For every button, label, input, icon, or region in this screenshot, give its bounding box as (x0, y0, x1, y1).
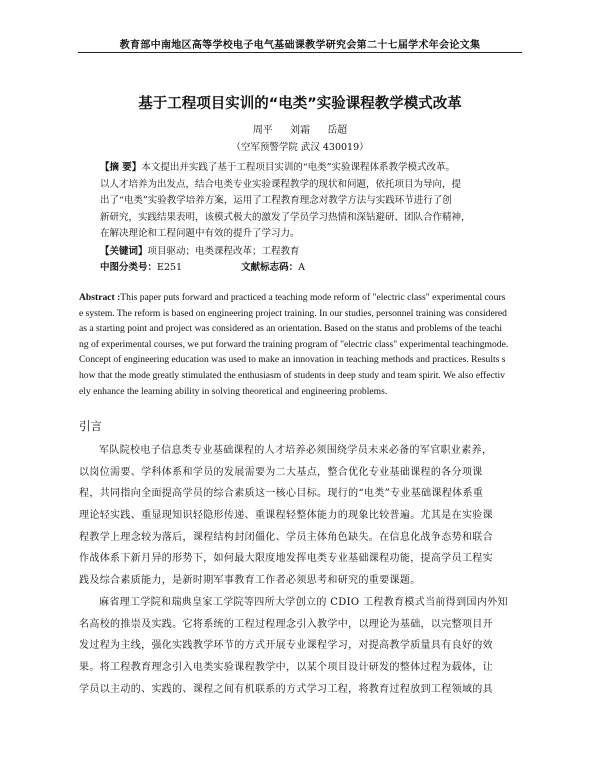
english-abstract (79, 290, 529, 399)
paper-metadata (100, 244, 520, 276)
body-line: 发过程为主线，强化实践教学环节的方式开展专业课程学习，对提高教学质量具有良好的效 (79, 640, 493, 652)
body-line: 名高校的推崇及实践。它将系统的工程过程理念引入教学中，以理论为基础，以完整项目开 (79, 618, 493, 630)
keywords-text: 项目驱动；电类课程改革；工程教育 (147, 246, 300, 257)
body-line: 作战体系下新月异的形势下，如何最大限度地发挥电类专业基础课程功能，提高学员工程实 (79, 553, 493, 565)
document-code-label: 文献标志码： (241, 262, 299, 273)
running-header: 教育部中南地区高等学校电子电气基础课教学研究会第二十七届学术年会论文集 (119, 40, 481, 51)
body-text (79, 440, 529, 700)
abstract-text: 本文提出并实践了基于工程项目实训的“电类”实验课程体系教学模式改革。 (141, 162, 456, 173)
abstract-line: Concept of engineering education was used to make an innovation in teaching methods and practices. Results s (79, 354, 506, 366)
author-name: 周平 (252, 125, 273, 136)
abstract-line: ng of experimental courses, we put forward the training program of "electric class" experimental teachingmode. (79, 338, 509, 350)
body-line: 程教学上理念较为落后，课程结构封闭僵化、学员主体角色缺失。在信息化战争态势和联合 (79, 531, 493, 543)
body-line: 程，共同指向全面提高学员的综合素质这一核心目标。现行的“电类”专业基础课程体系重 (79, 488, 484, 500)
abstract-line: 以人才培养为出发点，结合电类专业实验课程教学的现状和问题，依托项目为导向，提 (100, 178, 462, 190)
body-line: 理论轻实践、重显现知识轻隐形传递、重课程轻整体能力的现象比较普遍。尤其是在实验课 (79, 510, 493, 522)
document-code (241, 260, 305, 276)
keywords-row (100, 244, 520, 260)
classification-value: E251 (157, 262, 183, 273)
classification-label: 中图分类号： (100, 262, 158, 273)
abstract-line: e system. The reform is based on engineering project training. In our studies, personnel training was considered (79, 307, 507, 319)
abstract-text: This paper puts forward and practiced a teaching mode reform of "electric class" experimental cours (120, 292, 506, 303)
author-name: 岳超 (327, 125, 348, 136)
section-heading: 引言 (79, 419, 102, 433)
chinese-abstract (100, 160, 520, 243)
affiliation: （空军预警学院 武汉 430019） (231, 142, 369, 153)
paper-title: 基于工程项目实训的“电类”实验课程教学模式改革 (138, 96, 462, 112)
abstract-label: Abstract : (79, 292, 121, 303)
body-line: 军队院校电子信息类专业基础课程的人才培养必须围绕学员未来必备的军官职业素养， (99, 445, 493, 456)
abstract-line: ely enhance the learning ability in solving theoretical and engineering problems. (79, 385, 388, 397)
abstract-line: 新研究，实践结果表明，该模式极大的激发了学员学习热情和深钻避研、团队合作精神， (100, 211, 471, 223)
body-line: 麻省理工学院和瑞典皇家工学院等四所大学创立的 CDIO 工程教育模式当前得到国内外知 (99, 596, 508, 608)
abstract-line: 在解决理论和工程问题中有效的提升了学习力。 (100, 228, 300, 240)
abstract-line: 出了“电类”实验教学培养方案，运用了工程教育理念对教学方法与实践环节进行了创 (100, 195, 452, 207)
classification-row (100, 260, 520, 276)
keywords-label: 【关键词】 (100, 246, 148, 257)
abstract-line: as a starting point and project was considered as an orientation. Based on the status and problems of the teachi (79, 323, 503, 335)
document-code-value: A (298, 262, 306, 273)
author-list (0, 121, 600, 136)
body-line: 学员以主动的、实践的、课程之间有机联系的方式学习工程，将教育过程放到工程领域的具 (79, 683, 493, 695)
body-line: 践及综合素质能力，是新时期军事教育工作者必须思考和研究的重要课题。 (79, 575, 421, 587)
abstract-line (100, 160, 520, 177)
body-line: 以岗位需要、学科体系和学员的发展需要为二大基点，整合优化专业基础课程的各分项课 (79, 466, 483, 478)
abstract-label: 【摘 要】 (100, 162, 142, 173)
body-line: 果。将工程教育理念引入电类实验课程教学中，以某个项目设计研发的整体过程为载体，让 (79, 661, 493, 673)
abstract-line: how that the mode greatly stimulated the enthusiasm of students in deep study and team spirit. We also effectiv (79, 369, 505, 381)
header-rule (78, 52, 522, 53)
abstract-line (79, 290, 529, 306)
author-name: 刘霜 (290, 125, 310, 136)
